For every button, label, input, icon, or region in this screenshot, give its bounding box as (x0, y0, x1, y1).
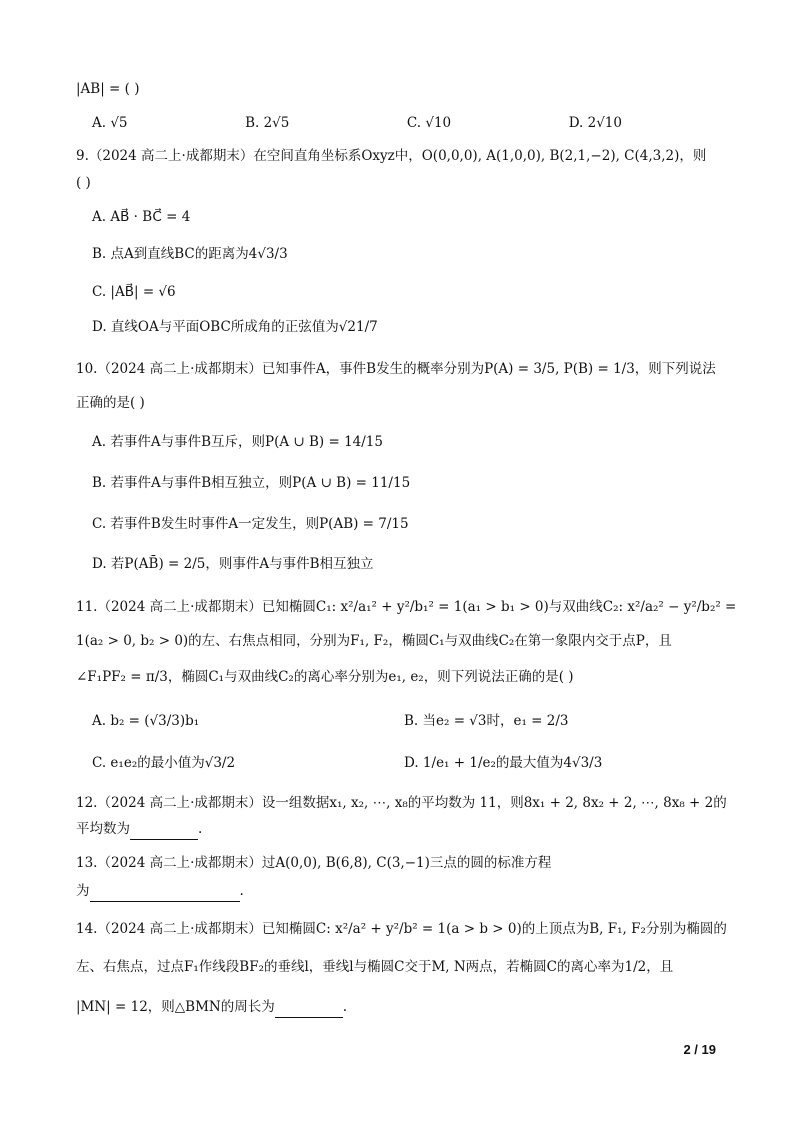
q13-prefix: 为 (76, 883, 90, 899)
q10-option-c: C. 若事件B发生时事件A一定发生，则P(AB) = 7/15 (92, 516, 409, 532)
q9-stem-line2: ( ) (76, 175, 91, 191)
q14-prefix: |MN| = 12，则△BMN的周长为 (76, 999, 275, 1015)
q13-answer-blank[interactable] (90, 885, 240, 902)
q13-suffix: . (239, 883, 244, 899)
q10-stem-line2: 正确的是( ) (76, 395, 145, 411)
q8-option-c: C. √10 (406, 115, 452, 131)
q14-suffix: . (342, 999, 348, 1015)
q10-option-b: B. 若事件A与事件B相互独立，则P(A ∪ B) = 11/15 (92, 475, 411, 491)
q10-option-a: A. 若事件A与事件B互斥，则P(A ∪ B) = 14/15 (92, 434, 383, 450)
q14-stem-line3 (76, 996, 347, 1018)
q11-option-a: A. b₂ = (√3/3)b₁ (92, 713, 200, 729)
q11-option-c: C. e₁e₂的最小值为√3/2 (92, 755, 236, 771)
q8-option-a: A. √5 (92, 115, 128, 131)
q11-option-d: D. 1/e₁ + 1/e₂的最大值为4√3/3 (404, 755, 603, 771)
q14-stem-line2: 左、右焦点，过点F₁作线段BF₂的垂线l，垂线l与椭圆C交于M, N两点，若椭圆C的离心率为1/2，且 (76, 959, 674, 975)
q14-answer-blank[interactable] (275, 1001, 343, 1018)
q10-option-d: D. 若P(AB̄) = 2/5，则事件A与事件B相互独立 (92, 556, 374, 572)
q9-option-b: B. 点A到直线BC的距离为4√3/3 (92, 246, 288, 262)
q10-stem-line1: 10.（2024 高二上·成都期末）已知事件A，事件B发生的概率分别为P(A) = 3/5, P(B) = 1/3，则下列说法 (76, 361, 716, 377)
q12-stem-line2 (76, 818, 202, 840)
q13-stem-line1: 13.（2024 高二上·成都期末）过A(0,0), B(6,8), C(3,−1)三点的圆的标准方程 (76, 855, 552, 871)
q12-stem-line1: 12.（2024 高二上·成都期末）设一组数据x₁, x₂, ⋯, x₈的平均数为 11，则8x₁ + 2, 8x₂ + 2, ⋯, 8x₈ + 2的 (76, 795, 727, 811)
q12-answer-blank[interactable] (130, 823, 198, 840)
q9-option-c: C. |AB⃗| = √6 (92, 284, 176, 300)
q11-stem-line2: 1(a₂ > 0, b₂ > 0)的左、右焦点相同，分别为F₁, F₂，椭圆C₁与双曲线C₂在第一象限内交于点P，且 (76, 633, 672, 649)
q9-option-d: D. 直线OA与平面OBC所成角的正弦值为√21/7 (92, 319, 378, 335)
page-number: 2 / 19 (683, 1042, 716, 1057)
q11-option-b: B. 当e₂ = √3时，e₁ = 2/3 (404, 713, 569, 729)
q8-option-b: B. 2√5 (245, 115, 290, 131)
q8-options (92, 112, 652, 134)
q12-prefix: 平均数为 (76, 821, 130, 837)
q12-suffix: . (198, 821, 203, 837)
q9-option-a: A. AB⃗ · BC⃗ = 4 (92, 209, 191, 225)
q11-stem-line3: ∠F₁PF₂ = π/3，椭圆C₁与双曲线C₂的离心率分别为e₁, e₂，则下列说法正确的是( ) (76, 669, 574, 685)
q8-option-d: D. 2√10 (568, 115, 622, 131)
q11-stem-line1: 11.（2024 高二上·成都期末）已知椭圆C₁: x²/a₁² + y²/b₁² = 1(a₁ > b₁ > 0)与双曲线C₂: x²/a₂² − y²/b₂² = (76, 599, 737, 615)
q14-stem-line1: 14.（2024 高二上·成都期末）已知椭圆C: x²/a² + y²/b² = 1(a > b > 0)的上顶点为B, F₁, F₂分别为椭圆的 (76, 921, 727, 937)
q9-stem-line1: 9.（2024 高二上·成都期末）在空间直角坐标系Oxyz中，O(0,0,0), A(1,0,0), B(2,1,−2), C(4,3,2)，则 (76, 148, 707, 164)
q8-stem: |AB| = ( ) (76, 81, 140, 97)
q13-stem-line2 (76, 880, 244, 902)
